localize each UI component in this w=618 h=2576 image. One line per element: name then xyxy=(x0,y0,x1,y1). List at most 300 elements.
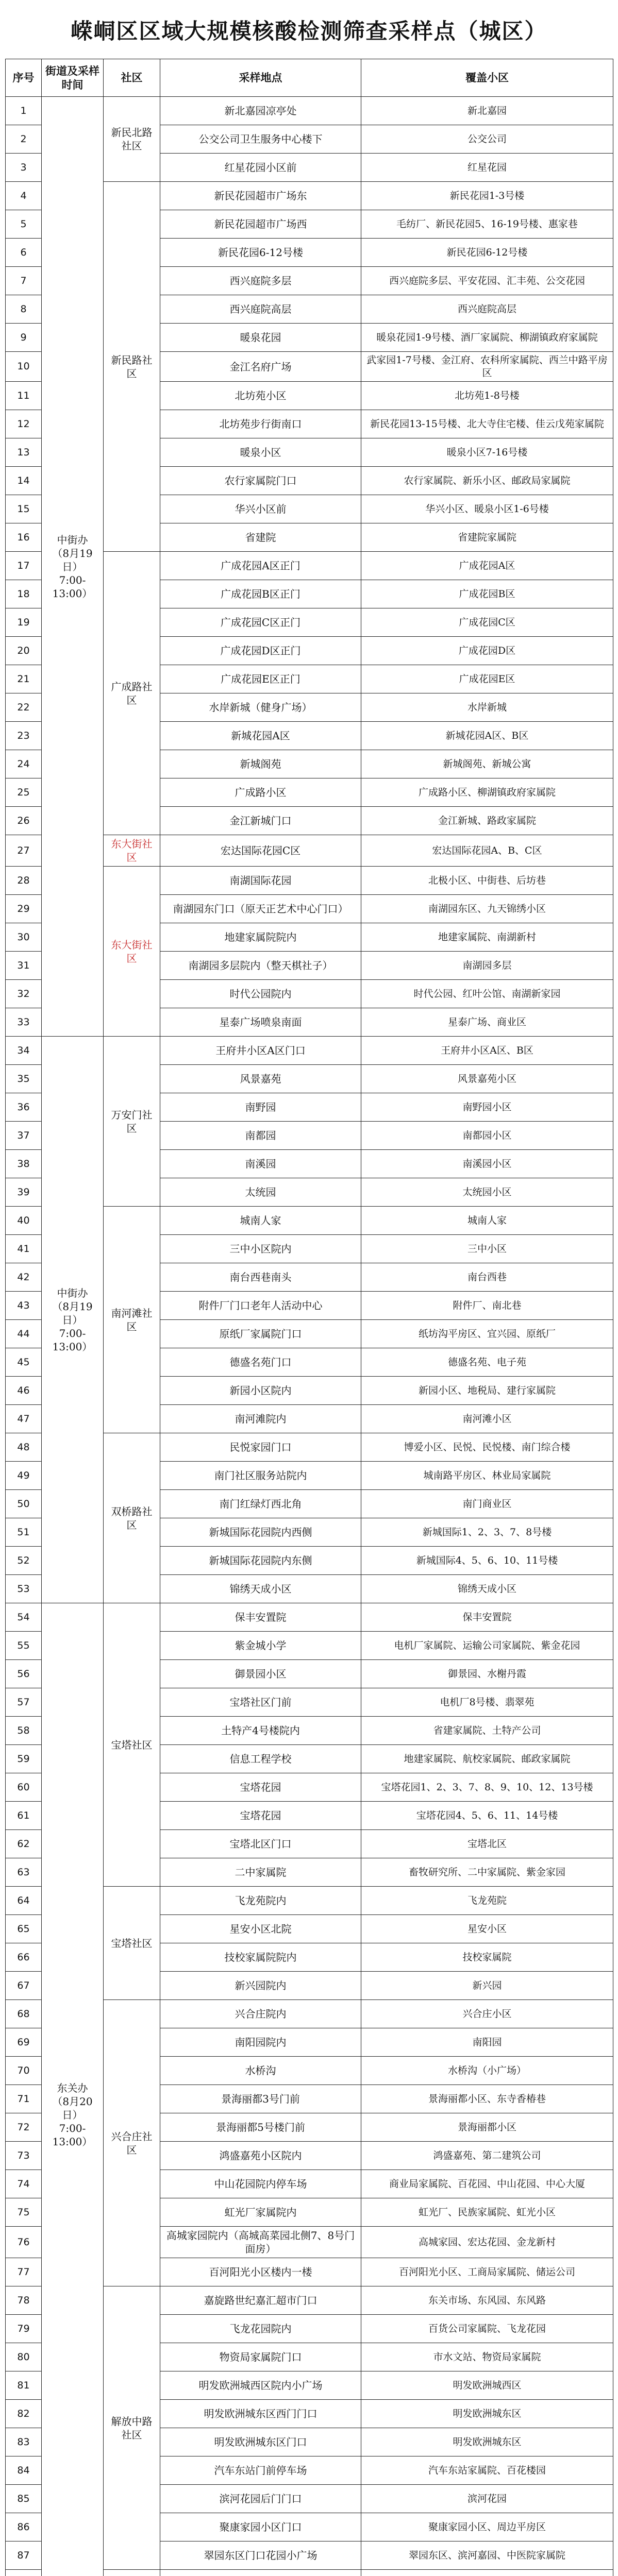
site-cell: 百河阳光小区楼内一楼 xyxy=(160,2258,361,2286)
row-number: 82 xyxy=(6,2400,42,2428)
cover-cell: 水岸新城 xyxy=(361,693,613,722)
site-cell: 南都园 xyxy=(160,1122,361,1150)
row-number: 21 xyxy=(6,665,42,693)
cover-cell: 红星花园 xyxy=(361,154,613,182)
cover-cell: 水桥沟（小广场） xyxy=(361,2057,613,2085)
cover-cell: 汽车东站家属院、百花楼园 xyxy=(361,2456,613,2485)
cover-cell: 百货公司家属院、飞龙花园 xyxy=(361,2315,613,2343)
row-number: 67 xyxy=(6,1972,42,2000)
cover-cell: 翠园东区、滨河嘉园、中医院家属院 xyxy=(361,2541,613,2570)
site-cell: 宝塔社区门前 xyxy=(160,1688,361,1717)
row-number: 15 xyxy=(6,495,42,523)
site-cell: 广成花园B区正门 xyxy=(160,580,361,608)
site-cell: 宝塔花园 xyxy=(160,1773,361,1802)
cover-cell: 南都园小区 xyxy=(361,1122,613,1150)
street-name: 东关办 xyxy=(57,2081,88,2094)
site-cell: 广成花园A区正门 xyxy=(160,552,361,580)
cover-cell: 技校家属院 xyxy=(361,1943,613,1972)
cover-cell: 御景园、水榭丹霞 xyxy=(361,1660,613,1688)
cover-cell: 新民花园13-15号楼、北大寺住宅楼、佳云戊苑家属院 xyxy=(361,410,613,438)
row-number: 56 xyxy=(6,1660,42,1688)
cover-cell: 附件厂、南北巷 xyxy=(361,1292,613,1320)
site-cell: 飞龙花园院内 xyxy=(160,2315,361,2343)
site-cell: 南门社区服务站院内 xyxy=(160,1462,361,1490)
community-cell: 广成路社区 xyxy=(104,552,160,835)
site-cell: 紫金城小学 xyxy=(160,1632,361,1660)
row-number xyxy=(6,2570,42,2576)
cover-cell: 广成花园B区 xyxy=(361,580,613,608)
site-cell: 明发欧洲城东区门口 xyxy=(160,2428,361,2456)
site-cell: 景海丽都3号门前 xyxy=(160,2085,361,2113)
row-number: 17 xyxy=(6,552,42,580)
row-number: 81 xyxy=(6,2371,42,2400)
site-cell: 新城国际花园院内西侧 xyxy=(160,1518,361,1547)
row-number: 37 xyxy=(6,1122,42,1150)
site-cell: 华兴小区前 xyxy=(160,495,361,523)
cover-cell: 博爱小区、民悦、民悦楼、南门综合楼 xyxy=(361,1433,613,1462)
header-row xyxy=(6,59,613,97)
cover-cell: 新园小区、地税局、建行家属院 xyxy=(361,1377,613,1405)
cover-cell: 广成路小区、柳湖镇政府家属院 xyxy=(361,778,613,807)
row-number: 44 xyxy=(6,1320,42,1348)
row-number: 43 xyxy=(6,1292,42,1320)
site-cell: 汽车东站门前停车场 xyxy=(160,2456,361,2485)
street-cell xyxy=(42,97,104,1037)
site-cell: 南门红绿灯西北角 xyxy=(160,1490,361,1518)
cover-cell: 新民花园1-3号楼 xyxy=(361,182,613,210)
cover-cell: 鸿盛嘉苑、第二建筑公司 xyxy=(361,2142,613,2170)
row-number: 30 xyxy=(6,923,42,952)
row-number: 52 xyxy=(6,1547,42,1575)
header-num: 序号 xyxy=(6,59,42,97)
row-number: 84 xyxy=(6,2456,42,2485)
row-number: 33 xyxy=(6,1008,42,1037)
street-cell xyxy=(42,1603,104,2576)
site-cell: 鸿盛嘉苑小区院内 xyxy=(160,2142,361,2170)
site-cell: 土特产4号楼院内 xyxy=(160,1717,361,1745)
row-number: 13 xyxy=(6,438,42,467)
site-cell: 水桥沟 xyxy=(160,2057,361,2085)
row-number: 29 xyxy=(6,895,42,923)
cover-cell: 南台西巷 xyxy=(361,1263,613,1292)
row-number: 41 xyxy=(6,1235,42,1263)
row-number: 27 xyxy=(6,835,42,867)
cover-cell: 南湖园多层 xyxy=(361,952,613,980)
site-cell: 明发欧洲城东区西门门口 xyxy=(160,2400,361,2428)
site-cell: 虹光厂家属院内 xyxy=(160,2198,361,2227)
row-number: 65 xyxy=(6,1915,42,1943)
cover-cell: 王府井小区A区、B区 xyxy=(361,1037,613,1065)
row-number: 61 xyxy=(6,1802,42,1830)
site-cell: 星泰广场喷泉南面 xyxy=(160,1008,361,1037)
cover-cell: 广成花园D区 xyxy=(361,637,613,665)
cover-cell: 东关市场、东风园、东风路 xyxy=(361,2286,613,2315)
site-cell: 新民花园6-12号楼 xyxy=(160,239,361,267)
cover-cell: 德盛名苑、电子苑 xyxy=(361,1348,613,1377)
community-cell: 东大街社区 xyxy=(104,867,160,1037)
site-cell: 南阳园院内 xyxy=(160,2028,361,2057)
cover-cell: 南野园小区 xyxy=(361,1093,613,1122)
site-cell: 新城阁苑 xyxy=(160,750,361,778)
row-number: 51 xyxy=(6,1518,42,1547)
site-cell: 滨河花园后门门口 xyxy=(160,2485,361,2513)
cover-cell: 北极小区、中街巷、后坊巷 xyxy=(361,867,613,895)
site-cell: 时代公园院内 xyxy=(160,980,361,1008)
row-number: 73 xyxy=(6,2142,42,2170)
row-number: 35 xyxy=(6,1065,42,1093)
row-number: 64 xyxy=(6,1887,42,1915)
row-number: 59 xyxy=(6,1745,42,1773)
cover-cell: 电机厂家属院、运输公司家属院、紫金花园 xyxy=(361,1632,613,1660)
cover-cell: 太统园小区 xyxy=(361,1178,613,1207)
table-row xyxy=(6,97,613,125)
row-number: 14 xyxy=(6,467,42,495)
site-cell: 广成路小区 xyxy=(160,778,361,807)
row-number: 20 xyxy=(6,637,42,665)
row-number: 50 xyxy=(6,1490,42,1518)
site-cell: 锦绣天成小区 xyxy=(160,1575,361,1603)
row-number: 24 xyxy=(6,750,42,778)
header-street: 街道及采样时间 xyxy=(42,59,104,97)
row-number: 68 xyxy=(6,2000,42,2028)
site-cell: 宝塔花园 xyxy=(160,1802,361,1830)
site-cell: 德盛名苑门口 xyxy=(160,1348,361,1377)
cover-cell xyxy=(361,2570,613,2576)
row-number: 23 xyxy=(6,722,42,750)
site-cell: 金江名府广场 xyxy=(160,352,361,382)
cover-cell: 西兴庭院多层、平安花园、汇丰苑、公交花园 xyxy=(361,267,613,295)
row-number: 86 xyxy=(6,2513,42,2541)
site-cell: 红星花园小区前 xyxy=(160,154,361,182)
street-cell xyxy=(42,1037,104,1603)
row-number: 53 xyxy=(6,1575,42,1603)
site-cell: 广成花园E区正门 xyxy=(160,665,361,693)
cover-cell: 新城阁苑、新城公寓 xyxy=(361,750,613,778)
cover-cell: 新民花园6-12号楼 xyxy=(361,239,613,267)
cover-cell: 公交公司 xyxy=(361,125,613,154)
site-cell: 南溪园 xyxy=(160,1150,361,1178)
community-cell: 万安门社区 xyxy=(104,1037,160,1207)
row-number: 1 xyxy=(6,97,42,125)
row-number: 62 xyxy=(6,1830,42,1858)
row-number: 38 xyxy=(6,1150,42,1178)
site-cell: 金江新城门口 xyxy=(160,807,361,835)
site-cell: 景海丽都5号楼门前 xyxy=(160,2113,361,2142)
site-cell: 星安小区北院 xyxy=(160,1915,361,1943)
cover-cell: 城南人家 xyxy=(361,1207,613,1235)
cover-cell: 三中小区 xyxy=(361,1235,613,1263)
row-number: 39 xyxy=(6,1178,42,1207)
row-number: 45 xyxy=(6,1348,42,1377)
row-number: 60 xyxy=(6,1773,42,1802)
row-number: 70 xyxy=(6,2057,42,2085)
site-cell: 兴合庄院内 xyxy=(160,2000,361,2028)
cover-cell: 新城国际1、2、3、7、8号楼 xyxy=(361,1518,613,1547)
row-number: 26 xyxy=(6,807,42,835)
row-number: 5 xyxy=(6,210,42,239)
row-number: 76 xyxy=(6,2227,42,2258)
community-cell: 宝塔社区 xyxy=(104,1603,160,1887)
site-cell: 北坊苑小区 xyxy=(160,382,361,410)
row-number: 34 xyxy=(6,1037,42,1065)
row-number: 2 xyxy=(6,125,42,154)
site-cell: 明发欧洲城西区院内小广场 xyxy=(160,2371,361,2400)
cover-cell: 高城家园、宏达花园、金龙新村 xyxy=(361,2227,613,2258)
site-cell: 新城花园A区 xyxy=(160,722,361,750)
row-number: 87 xyxy=(6,2541,42,2570)
street-date: （8月20日） xyxy=(52,2095,93,2121)
row-number: 3 xyxy=(6,154,42,182)
row-number: 63 xyxy=(6,1858,42,1887)
cover-cell: 地建家属院、南湖新村 xyxy=(361,923,613,952)
row-number: 47 xyxy=(6,1405,42,1433)
site-cell: 地建家属院院内 xyxy=(160,923,361,952)
row-number: 18 xyxy=(6,580,42,608)
cover-cell: 保丰安置院 xyxy=(361,1603,613,1632)
site-cell: 南台西巷南头 xyxy=(160,1263,361,1292)
cover-cell: 星安小区 xyxy=(361,1915,613,1943)
site-cell: 南野园 xyxy=(160,1093,361,1122)
row-number: 32 xyxy=(6,980,42,1008)
community-cell: 双桥路社区 xyxy=(104,1433,160,1603)
cover-cell: 畜牧研究所、二中家属院、紫金家园 xyxy=(361,1858,613,1887)
site-cell: 西兴庭院高层 xyxy=(160,295,361,324)
street-name: 中街办 xyxy=(57,1286,88,1299)
site-cell xyxy=(160,2570,361,2576)
cover-cell: 虹光厂、民族家属院、虹光小区 xyxy=(361,2198,613,2227)
row-number: 6 xyxy=(6,239,42,267)
cover-cell: 毛纺厂、新民花园5、16-19号楼、惠家巷 xyxy=(361,210,613,239)
row-number: 31 xyxy=(6,952,42,980)
cover-cell: 市水文站、物资局家属院 xyxy=(361,2343,613,2371)
site-cell: 三中小区院内 xyxy=(160,1235,361,1263)
row-number: 11 xyxy=(6,382,42,410)
site-cell: 新城国际花园院内东侧 xyxy=(160,1547,361,1575)
row-number: 58 xyxy=(6,1717,42,1745)
table-header xyxy=(6,59,613,97)
cover-cell: 宏达国际花园A、B、C区 xyxy=(361,835,613,867)
community-cell: 南河滩社区 xyxy=(104,1207,160,1433)
site-cell: 风景嘉苑 xyxy=(160,1065,361,1093)
site-cell: 民悦家园门口 xyxy=(160,1433,361,1462)
cover-cell: 聚康家园小区、周边平房区 xyxy=(361,2513,613,2541)
street-time: 7:00-13:00） xyxy=(52,573,93,600)
cover-cell: 新城国际4、5、6、10、11号楼 xyxy=(361,1547,613,1575)
row-number: 4 xyxy=(6,182,42,210)
site-cell: 御景园小区 xyxy=(160,1660,361,1688)
cover-cell: 广成花园C区 xyxy=(361,608,613,637)
row-number: 80 xyxy=(6,2343,42,2371)
row-number: 19 xyxy=(6,608,42,637)
site-cell: 新园小区院内 xyxy=(160,1377,361,1405)
community-cell: 解放中路社区 xyxy=(104,2286,160,2570)
cover-cell: 星泰广场、商业区 xyxy=(361,1008,613,1037)
row-number: 16 xyxy=(6,523,42,552)
row-number: 66 xyxy=(6,1943,42,1972)
site-cell: 西兴庭院多层 xyxy=(160,267,361,295)
row-number: 8 xyxy=(6,295,42,324)
cover-cell: 电机厂8号楼、翡翠苑 xyxy=(361,1688,613,1717)
row-number: 48 xyxy=(6,1433,42,1462)
cover-cell: 商业局家属院、百花园、中山花园、中心大厦 xyxy=(361,2170,613,2198)
site-cell: 南湖国际花园 xyxy=(160,867,361,895)
cover-cell: 景海丽都小区 xyxy=(361,2113,613,2142)
site-cell: 南河滩院内 xyxy=(160,1405,361,1433)
row-number: 78 xyxy=(6,2286,42,2315)
row-number: 69 xyxy=(6,2028,42,2057)
cover-cell: 南门商业区 xyxy=(361,1490,613,1518)
header-community: 社区 xyxy=(104,59,160,97)
cover-cell: 时代公园、红叶公馆、南湖新家园 xyxy=(361,980,613,1008)
cover-cell: 新城花园A区、B区 xyxy=(361,722,613,750)
cover-cell: 宝塔花园1、2、3、7、8、9、10、12、13号楼 xyxy=(361,1773,613,1802)
cover-cell: 南河滩小区 xyxy=(361,1405,613,1433)
cover-cell: 景海丽都小区、东寺香椿巷 xyxy=(361,2085,613,2113)
cover-cell: 南溪园小区 xyxy=(361,1150,613,1178)
table-row xyxy=(6,1037,613,1065)
cover-cell: 暖泉花园1-9号楼、酒厂家属院、柳湖镇政府家属院 xyxy=(361,324,613,352)
row-number: 79 xyxy=(6,2315,42,2343)
site-cell: 农行家属院门口 xyxy=(160,467,361,495)
site-cell: 嘉旋路世纪嘉汇超市门口 xyxy=(160,2286,361,2315)
site-cell: 公交公司卫生服务中心楼下 xyxy=(160,125,361,154)
row-number: 46 xyxy=(6,1377,42,1405)
site-cell: 新民花园超市广场西 xyxy=(160,210,361,239)
row-number: 74 xyxy=(6,2170,42,2198)
row-number: 71 xyxy=(6,2085,42,2113)
site-cell: 暖泉小区 xyxy=(160,438,361,467)
row-number: 55 xyxy=(6,1632,42,1660)
cover-cell: 金江新城、路政家属院 xyxy=(361,807,613,835)
row-number: 85 xyxy=(6,2485,42,2513)
community-cell: 宝塔社区 xyxy=(104,1887,160,2000)
cover-cell: 锦绣天成小区 xyxy=(361,1575,613,1603)
row-number: 77 xyxy=(6,2258,42,2286)
cover-cell: 华兴小区、暖泉小区1-6号楼 xyxy=(361,495,613,523)
site-cell: 信息工程学校 xyxy=(160,1745,361,1773)
site-cell: 广成花园D区正门 xyxy=(160,637,361,665)
site-cell: 新兴园院内 xyxy=(160,1972,361,2000)
site-cell: 王府井小区A区门口 xyxy=(160,1037,361,1065)
site-cell: 聚康家园小区门口 xyxy=(160,2513,361,2541)
site-cell: 技校家属院院内 xyxy=(160,1943,361,1972)
table-body xyxy=(6,97,613,2576)
cover-cell: 广成花园E区 xyxy=(361,665,613,693)
cover-cell: 城南路平房区、林业局家属院 xyxy=(361,1462,613,1490)
cover-cell: 纸坊沟平房区、宜兴园、原纸厂 xyxy=(361,1320,613,1348)
site-cell: 南湖园多层院内（整天棋社子） xyxy=(160,952,361,980)
site-cell: 广成花园C区正门 xyxy=(160,608,361,637)
site-cell: 高城家园院内（高城高菜园北侧7、8号门面房） xyxy=(160,2227,361,2258)
row-number: 57 xyxy=(6,1688,42,1717)
cover-cell: 省建院家属院 xyxy=(361,523,613,552)
site-cell: 翠园东区门口花园小广场 xyxy=(160,2541,361,2570)
site-cell: 二中家属院 xyxy=(160,1858,361,1887)
cover-cell: 北坊苑1-8号楼 xyxy=(361,382,613,410)
row-number: 49 xyxy=(6,1462,42,1490)
site-cell: 省建院 xyxy=(160,523,361,552)
street-date: （8月19日） xyxy=(52,547,93,573)
row-number: 83 xyxy=(6,2428,42,2456)
row-number: 22 xyxy=(6,693,42,722)
cover-cell: 宝塔北区 xyxy=(361,1830,613,1858)
site-cell: 宝塔北区门口 xyxy=(160,1830,361,1858)
cover-cell: 南阳园 xyxy=(361,2028,613,2057)
cover-cell: 新兴园 xyxy=(361,1972,613,2000)
site-cell: 飞龙苑院内 xyxy=(160,1887,361,1915)
site-cell: 北坊苑步行街南口 xyxy=(160,410,361,438)
row-number: 10 xyxy=(6,352,42,382)
site-cell: 城南人家 xyxy=(160,1207,361,1235)
cover-cell: 飞龙苑院 xyxy=(361,1887,613,1915)
site-cell: 暖泉花园 xyxy=(160,324,361,352)
cover-cell: 武家园1-7号楼、金江府、农科所家属院、西兰中路平房区 xyxy=(361,352,613,382)
community-cell xyxy=(104,2570,160,2576)
row-number: 54 xyxy=(6,1603,42,1632)
row-number: 28 xyxy=(6,867,42,895)
community-cell: 东大街社区 xyxy=(104,835,160,867)
header-cover: 覆盖小区 xyxy=(361,59,613,97)
cover-cell: 明发欧洲城东区 xyxy=(361,2400,613,2428)
row-number: 36 xyxy=(6,1093,42,1122)
table-row xyxy=(6,1603,613,1632)
site-cell: 新民花园超市广场东 xyxy=(160,182,361,210)
site-cell: 物资局家属院门口 xyxy=(160,2343,361,2371)
street-time: 7:00-13:00） xyxy=(52,1327,93,1353)
cover-cell: 暖泉小区7-16号楼 xyxy=(361,438,613,467)
site-cell: 南湖园东门口（原天正艺术中心门口） xyxy=(160,895,361,923)
cover-cell: 宝塔花园4、5、6、11、14号楼 xyxy=(361,1802,613,1830)
cover-cell: 南湖园东区、九天锦绣小区 xyxy=(361,895,613,923)
row-number: 25 xyxy=(6,778,42,807)
row-number: 40 xyxy=(6,1207,42,1235)
cover-cell: 广成花园A区 xyxy=(361,552,613,580)
community-cell: 新民北路社区 xyxy=(104,97,160,182)
row-number: 9 xyxy=(6,324,42,352)
cover-cell: 明发欧洲城东区 xyxy=(361,2428,613,2456)
site-cell: 中山花园院内停车场 xyxy=(160,2170,361,2198)
site-cell: 宏达国际花园C区 xyxy=(160,835,361,867)
community-cell: 新民路社区 xyxy=(104,182,160,552)
cover-cell: 省建家属院、土特产公司 xyxy=(361,1717,613,1745)
cover-cell: 明发欧洲城西区 xyxy=(361,2371,613,2400)
cover-cell: 兴合庄小区 xyxy=(361,2000,613,2028)
cover-cell: 西兴庭院高层 xyxy=(361,295,613,324)
street-time: 7:00-13:00） xyxy=(52,2122,93,2148)
cover-cell: 地建家属院、航校家属院、邮政家属院 xyxy=(361,1745,613,1773)
row-number: 42 xyxy=(6,1263,42,1292)
cover-cell: 新北嘉园 xyxy=(361,97,613,125)
cover-cell: 农行家属院、新乐小区、邮政局家属院 xyxy=(361,467,613,495)
row-number: 72 xyxy=(6,2113,42,2142)
row-number: 12 xyxy=(6,410,42,438)
site-cell: 附件厂门口老年人活动中心 xyxy=(160,1292,361,1320)
community-cell: 兴合庄社区 xyxy=(104,2000,160,2286)
row-number: 7 xyxy=(6,267,42,295)
header-site: 采样地点 xyxy=(160,59,361,97)
sampling-sites-table xyxy=(5,59,613,2576)
site-cell: 水岸新城（健身广场） xyxy=(160,693,361,722)
cover-cell: 风景嘉苑小区 xyxy=(361,1065,613,1093)
site-cell: 太统园 xyxy=(160,1178,361,1207)
site-cell: 保丰安置院 xyxy=(160,1603,361,1632)
street-date: （8月19日） xyxy=(52,1300,93,1326)
cover-cell: 百河阳光小区、工商局家属院、储运公司 xyxy=(361,2258,613,2286)
site-cell: 新北嘉园凉亭处 xyxy=(160,97,361,125)
street-name: 中街办 xyxy=(57,533,88,546)
row-number: 75 xyxy=(6,2198,42,2227)
site-cell: 原纸厂家属院门口 xyxy=(160,1320,361,1348)
